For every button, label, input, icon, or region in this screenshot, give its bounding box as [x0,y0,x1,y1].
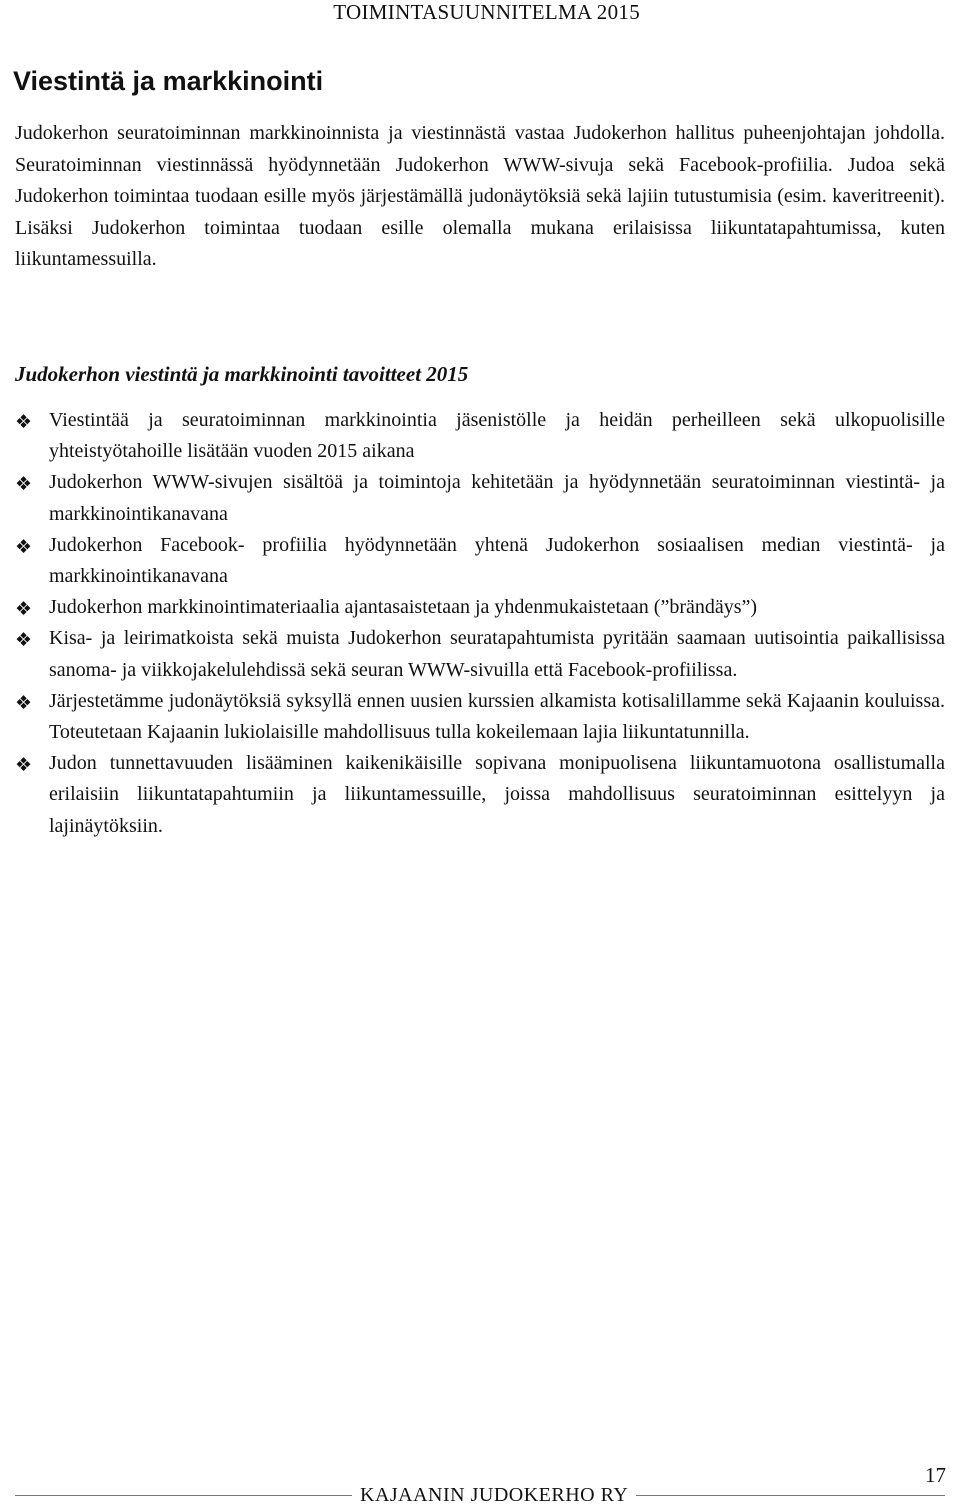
footer-organization: KAJAANIN JUDOKERHO RY [360,1484,629,1506]
diamond-bullet-icon: ❖ [15,473,33,496]
list-item [15,592,945,623]
list-item-text: Judon tunnettavuuden lisääminen kaikenikäisille sopivana monipuolisena liikuntamuotona osallistumalla erilaisiin liikuntatapahtumiin ja liikuntamessuille, joissa mahdollisuus seuratoiminnan esittelyyn ja lajinäytöksiin. [49,752,945,837]
diamond-bullet-icon: ❖ [15,629,33,652]
running-header: TOIMINTASUUNNITELMA 2015 [333,0,640,24]
list-item-text: Judokerhon WWW-sivujen sisältöä ja toimintoja kehitetään ja hyödynnetään seuratoiminnan viestintä- ja markkinointikanavana [49,471,945,525]
list-item [15,405,945,467]
diamond-bullet-icon: ❖ [15,411,33,433]
list-item-text: Järjestetämme judonäytöksiä syksyllä ennen uusien kurssien alkamista kotisalillamme sekä Kajaanin kouluissa. Toteutetaan Kajaanin lukiolaisille mahdollisuus tulla kokeilemaan lajia liikuntatunnilla. [49,689,945,744]
list-item-text: Viestintää ja seuratoiminnan markkinointia jäsenistölle ja heidän perheilleen sekä ulkopuolisille yhteistyötahoille lisätään vuoden 2015 aikana [49,409,945,463]
diamond-bullet-icon: ❖ [15,535,33,558]
list-item [15,467,945,529]
list-item [15,530,945,592]
list-item [15,748,945,842]
intro-paragraph: Judokerhon seuratoiminnan markkinoinnista ja viestinnästä vastaa Judokerhon hallitus puheenjohtajan johdolla. Seuratoiminnan viestinnässä hyödynnetään Judokerhon WWW-sivuja sekä Facebook-profiilia. Judoa sekä Judokerhon toimintaa tuodaan esille myös järjestämällä judonäytöksiä sekä lajiin tutustumisia (esim. kaveritreenit). Lisäksi Judokerhon toimintaa tuodaan esille olemalla mukana erilaisissa liikuntatapahtumissa, kuten liikuntamessuilla. [15,122,945,270]
page-number: 17 [925,1463,946,1487]
goals-list [15,405,945,842]
diamond-bullet-icon: ❖ [15,754,33,777]
goals-title: Judokerhon viestintä ja markkinointi tavoitteet 2015 [15,362,469,386]
list-item [15,686,945,748]
footer [15,1484,945,1507]
section-title: Viestintä ja markkinointi [13,66,324,96]
list-item-text: Judokerhon markkinointimateriaalia ajantasaistetaan ja yhdenmukaistetaan (”brändäys”) [49,596,758,619]
footer-rule-left [15,1495,352,1496]
list-item-text: Judokerhon Facebook- profiilia hyödynnetään yhtenä Judokerhon sosiaalisen median viestintä- ja markkinointikanavana [49,533,945,588]
list-item [15,623,945,685]
diamond-bullet-icon: ❖ [15,691,33,714]
list-item-text: Kisa- ja leirimatkoista sekä muista Judokerhon seuratapahtumista pyritään saamaan uutisointia paikallisissa sanoma- ja viikkojakelulehdissä sekä seuran WWW-sivuilla että Facebook-profiilissa. [49,627,945,681]
footer-rule-right [636,1495,945,1496]
diamond-bullet-icon: ❖ [15,598,33,621]
